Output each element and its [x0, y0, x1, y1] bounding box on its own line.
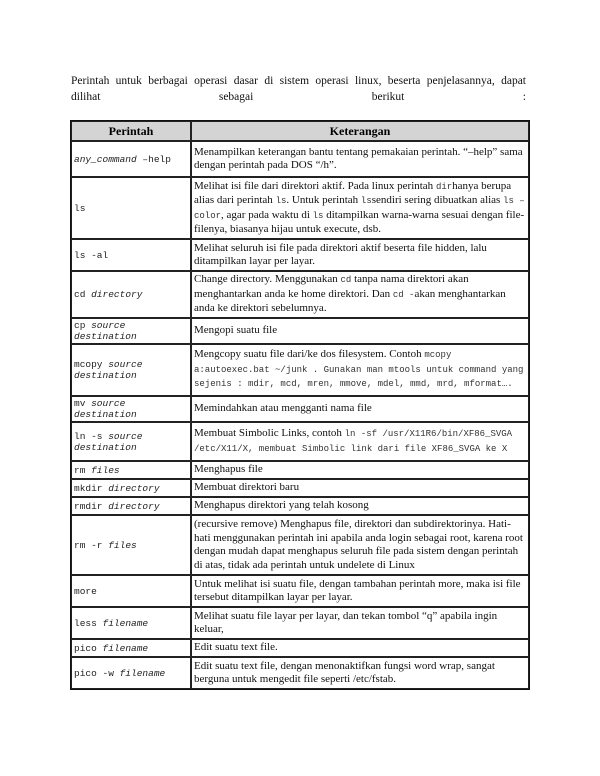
- description-cell: Memindahkan atau mengganti nama file: [191, 396, 529, 422]
- desc-text: Membuat Simbolic Links, contoh: [194, 427, 345, 439]
- command-cell: [71, 639, 191, 657]
- command-name: mcopy: [74, 359, 109, 370]
- command-name: ls: [74, 202, 86, 214]
- command-arg: directory: [91, 289, 143, 300]
- table-row: [71, 239, 529, 271]
- command-name: pico: [74, 642, 103, 654]
- command-name: rm -r: [74, 539, 109, 551]
- desc-text: . Untuk perintah: [286, 194, 361, 206]
- desc-code: ls: [360, 196, 372, 206]
- command-arg: filename: [102, 642, 149, 654]
- command-cell: [71, 396, 191, 422]
- description-cell: (recursive remove) Menghapus file, direktori dan subdirektorinya. Hati-hati menggunakan perintah ini apabila anda login sebagai root, karena root dengan mudah dapat menghapus seluruh file pada sistem dengan perintah di atas, tidak ada perintah untuk undelete di Linux: [191, 515, 529, 575]
- table-row: [71, 141, 529, 177]
- desc-text: hanya berupa alias dari perintah: [194, 179, 512, 206]
- table-row: [71, 318, 529, 344]
- desc-code: dir: [435, 181, 453, 192]
- description-cell: Menampilkan keterangan bantu tentang pemakaian perintah. “–help” sama dengan perintah pada DOS “/h”.: [191, 141, 529, 177]
- desc-text: sendiri sering dibuatkan alias: [371, 194, 504, 206]
- table-row: [71, 461, 529, 479]
- description-cell: Edit suatu text file, dengan menonaktifkan fungsi word wrap, sangat berguna untuk mengedit file seperti /etc/fstab.: [191, 657, 529, 689]
- command-cell: [71, 177, 191, 239]
- desc-code: ls: [275, 196, 287, 206]
- description-cell: Edit suatu text file.: [191, 639, 529, 657]
- command-arg: source destination: [74, 320, 137, 342]
- command-cell: more: [71, 575, 191, 607]
- command-cell: [71, 318, 191, 344]
- command-name: any_command: [74, 153, 137, 165]
- command-cell: [71, 422, 191, 461]
- command-cell: [71, 141, 191, 177]
- description-cell: Melihat seluruh isi file pada direktori aktif beserta file hidden, lalu ditampilkan layar per layar.: [191, 239, 529, 271]
- desc-text: Mengcopy suatu file dari/ke dos filesystem. Contoh: [194, 348, 425, 361]
- command-cell: [71, 657, 191, 689]
- command-name: rmdir: [74, 500, 109, 512]
- command-arg: source destination: [74, 430, 143, 453]
- table-row: [71, 497, 529, 515]
- command-cell: ls -al: [71, 239, 191, 271]
- command-arg: source destination: [74, 398, 137, 420]
- command-cell: [71, 344, 191, 396]
- command-cell: [71, 515, 191, 575]
- command-cell: [71, 479, 191, 497]
- desc-code: cd: [340, 275, 352, 286]
- desc-code: ln -sf /usr/X11R6/bin/XF86_SVGA /etc/X11/X, membuat Simbolic link dari file XF86_SVGA ke X: [194, 429, 513, 454]
- command-cell: [71, 607, 191, 639]
- description-cell: Melihat suatu file layar per layar, dan tekan tombol “q” apabila ingin keluar,: [191, 607, 529, 639]
- desc-text: , agar pada waktu di: [221, 208, 313, 221]
- header-perintah: Perintah: [71, 121, 191, 141]
- command-arg: files: [108, 539, 137, 551]
- table-row: [71, 271, 529, 318]
- table-row: [71, 422, 529, 461]
- command-name: mkdir: [74, 482, 109, 494]
- command-table: [70, 120, 530, 690]
- command-name: pico -w: [74, 667, 120, 679]
- intro-paragraph: [71, 73, 526, 105]
- table-row: [71, 515, 529, 575]
- intro-line-2: dilihat sebagai berikut :: [71, 91, 526, 103]
- table-row: [71, 396, 529, 422]
- desc-text: Change directory. Menggunakan: [194, 273, 341, 286]
- header-keterangan: Keterangan: [191, 121, 529, 141]
- description-cell: Menghapus direktori yang telah kosong: [191, 497, 529, 515]
- description-cell: [191, 422, 529, 461]
- description-cell: Membuat direktori baru: [191, 479, 529, 497]
- table-row: [71, 344, 529, 396]
- desc-text: Melihat isi file dari direktori aktif. Pada linux perintah: [194, 179, 436, 192]
- description-cell: Untuk melihat isi suatu file, dengan tambahan perintah more, maka isi file tersebut ditampilkan layar per layar.: [191, 575, 529, 607]
- command-name: rm: [74, 464, 92, 476]
- table-row: [71, 177, 529, 239]
- desc-text: akan menghantarkan anda ke direktori sebelumnya.: [194, 287, 506, 315]
- command-arg: –help: [136, 153, 171, 165]
- desc-code: cd -: [392, 289, 415, 300]
- table-row: [71, 657, 529, 689]
- desc-text: tanpa nama direktori akan menghantarkan anda ke home direktori. Dan: [194, 273, 469, 300]
- command-arg: directory: [108, 482, 160, 494]
- command-name: ln -s: [74, 430, 109, 442]
- table-row: [71, 479, 529, 497]
- description-cell: [191, 344, 529, 396]
- table-row: [71, 607, 529, 639]
- description-cell: [191, 271, 529, 318]
- desc-text: ditampilkan warna-warna sesuai dengan file-filenya, biasanya hijau untuk execute, dsb.: [194, 208, 525, 235]
- description-cell: [191, 177, 529, 239]
- command-name: cd: [74, 289, 92, 300]
- command-name: mv: [74, 398, 92, 409]
- table-row: [71, 639, 529, 657]
- command-arg: filename: [119, 667, 166, 679]
- command-name: cp: [74, 320, 92, 331]
- command-arg: files: [91, 464, 120, 476]
- command-cell: [71, 497, 191, 515]
- command-cell: [71, 461, 191, 479]
- description-cell: Mengopi suatu file: [191, 318, 529, 344]
- description-cell: Menghapus file: [191, 461, 529, 479]
- table-header-row: [71, 121, 529, 141]
- desc-code: ls: [312, 210, 324, 221]
- command-name: less: [74, 617, 103, 629]
- command-arg: directory: [108, 500, 160, 512]
- command-arg: source destination: [74, 359, 143, 381]
- table-row: [71, 575, 529, 607]
- desc-code: mcopy a:autoexec.bat ~/junk . Gunakan man mtools untuk command yang sejenis : mdir, mcd, mren, mmove, mdel, mmd, mrd, mformat….: [194, 350, 524, 390]
- desc-code: ls –color: [194, 196, 525, 221]
- command-arg: filename: [102, 617, 149, 629]
- intro-line-1: Perintah untuk berbagai operasi dasar di sistem operasi linux, beserta penjelasannya, dapat: [71, 75, 526, 87]
- command-cell: [71, 271, 191, 318]
